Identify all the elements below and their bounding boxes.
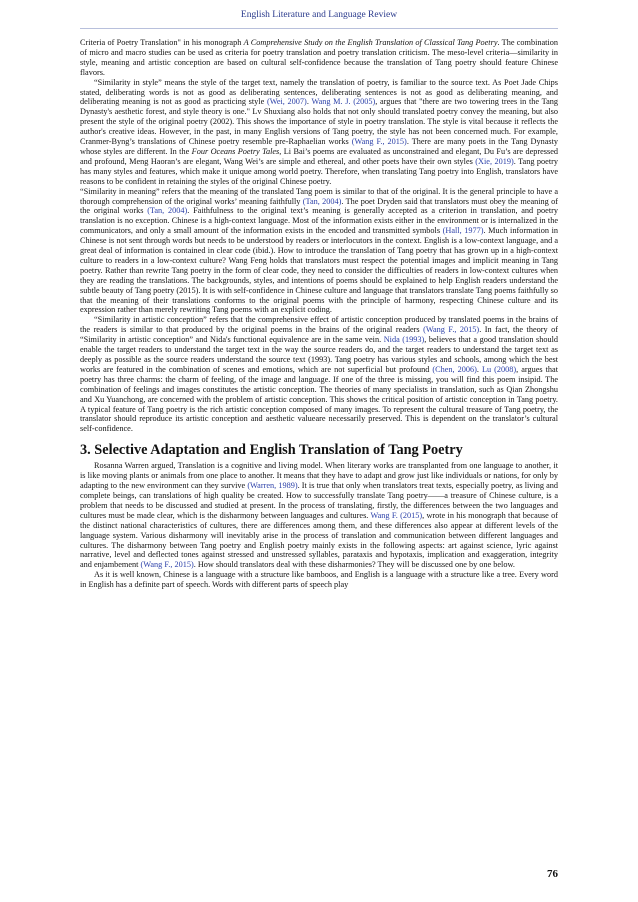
citation-link[interactable]: Wang F. (2015) bbox=[370, 510, 423, 520]
text-run: . There are many poets in the Tang Dynasty whose styles are different. In the bbox=[80, 137, 558, 156]
text-run: . How should translators deal with these disharmonies? They will be discussed one by one below. bbox=[193, 560, 515, 570]
journal-title: English Literature and Language Review bbox=[240, 10, 398, 20]
text-run: Rosanna Warren argued, Translation is a cognitive and living model. When literary works are transplanted from one language to another, it is like moving plants or animals from one place to another. It means that they have to adapt and grow just like individuals or nations, for only by adapting to the new environment can they survive bbox=[80, 461, 558, 491]
text-run: . The combination of micro and macro studies can be used as criteria for poetry translation and poetry translation criticism. The meso-level criteria—similarity in style, meaning and artistic conception are based on cultural self-confidence because the translation of Tang poetry should feature Chinese flavors. bbox=[80, 38, 559, 77]
text-run: , argues that poetry has three charms: the charm of feeling, of the image and language. If one of the three is missing, you will find this poem insipid. The combination of feelings and images constitutes the artistic conception. The theories of many specialists in translation, such as Qian Zhongshu and Xu Yuanchong, are concerned with the problem of artistic conception. This shows the critical position of artistic conception in Tang poetry. A typical feature of Tang poetry is the rich artistic conception composed of many images. To represent the cultural treasure of Tang poetry, the translator should reproduce its artistic conception and aesthetic valueare necessarily preserved. This is dependent on the translator’s cultural self-confidence. bbox=[80, 364, 558, 434]
citation-link[interactable]: (Tan, 2004) bbox=[147, 206, 188, 216]
text-run: , Li Bai’s poems are evaluated as unconstrained and elegant, Du Fu’s are depressed and profound, Meng Haoran’s are elegant, Wang Wei’s are simple and ethereal, and other poets have their own styles bbox=[80, 146, 558, 166]
citation-link[interactable]: (Wang F., 2015) bbox=[140, 560, 194, 570]
citation-link[interactable]: (Xie, 2019) bbox=[475, 156, 514, 166]
text-run: . Tang poetry has many styles and features, which make it unique among world poetry. Therefore, when translating Tang poetry into English, translators have reasons to be confident in retaining the styles of the original Chinese poetry. bbox=[80, 156, 558, 186]
citation-link[interactable]: (Hall, 1977) bbox=[442, 226, 484, 236]
body-paragraph bbox=[80, 570, 558, 590]
body-paragraph bbox=[80, 78, 558, 187]
text-run: , wrote in his monograph that because of the distinct national characteristics of cultures, there are differences among them, and these differences also appear at different levels of the language system. Various disharmony will inevitably arise in the process of translation and communication between different languages and cultures. The disharmony between Tang poetry and English poetry mainly exists in the following aspects: art against science, lyric against narrative, level and deflected tones against stressed and unstressed syllables, parataxis and hypotaxis, implication and exaggeration, integrity and enjambement bbox=[80, 510, 558, 570]
citation-link[interactable]: (Wang F., 2015) bbox=[423, 325, 480, 335]
text-run: “Similarity in artistic conception” refers that the comprehensive effect of artistic conception produced by translated poems in the brains of the readers is similar to that produced by the original poems in the brains of the original readers bbox=[80, 315, 558, 335]
text-run: . The poet Dryden said that translators must obey the meaning of the original works bbox=[80, 196, 558, 216]
text-run: . bbox=[476, 364, 482, 374]
text-run: , argues that "there are two towering trees in the Tang Dynasty's aesthetic forest, and style theory is one." Lv Shuxiang also holds that not only should translated poetry convey the meaning, but also present the style of the original poetry (2002). This shows the importance of style in poetry translation. The style is vital because it reflects the author's creative ideas. However, in the past, in many English versions of Tang poetry, the style has not been concerned much. For example, Cranmer-Byng’s translations of Chinese poetry resemble pre-Raphaelian works bbox=[80, 97, 558, 147]
text-run: . In fact, the theory of “Similarity in artistic conception” and Nida's functional equivalence are in the same vein. bbox=[80, 325, 558, 345]
header-rule bbox=[80, 28, 558, 29]
article-body bbox=[80, 38, 558, 590]
citation-link[interactable]: Wang M. J. (2005) bbox=[311, 97, 376, 107]
citation-link[interactable]: Nida (1993) bbox=[383, 335, 425, 345]
text-run: , believes that a good translation should enable the target readers to understand the target text in the way the source readers do, and the target readers to understand the target text as deeply as possible as the source readers understand the source text (1993). Tang poetry has various styles and schools, among which the best works are featured in the combination of scenes and emotions, which are not superficial but profound bbox=[80, 335, 558, 374]
section-heading: 3. Selective Adaptation and English Translation of Tang Poetry bbox=[80, 442, 463, 459]
running-header bbox=[0, 0, 638, 30]
citation-link[interactable]: Lu (2008) bbox=[481, 364, 517, 374]
citation-link[interactable]: (Warren, 1989) bbox=[247, 481, 298, 491]
italic-title: Four Oceans Poetry Tales bbox=[191, 146, 280, 156]
citation-link[interactable]: (Wei, 2007) bbox=[266, 97, 307, 107]
body-paragraph bbox=[80, 461, 558, 570]
body-paragraph bbox=[80, 38, 558, 78]
text-run: As it is well known, Chinese is a language with a structure like bamboos, and English is a language with a structure like a tree. Every word in English has a definite part of speech. Words with different parts of speech play bbox=[80, 570, 558, 590]
text-run: “Similarity in style” means the style of the target text, namely the translation of poetry, is familiar to the source text. As Poet Jade Chips stated, deliberating words is not as good as deliberating sentences, deliberating sentences is not as good as deliberating meaning, and deliberating meaning is not as good as practicing style bbox=[80, 77, 558, 107]
italic-title: A Comprehensive Study on the English Translation of Classical Tang Poetry bbox=[243, 38, 498, 47]
text-run: . It is true that only when translators treat texts, especially poetry, as living and complete beings, can translations of high quality be created. How to successfully translate Tang poetry——a treasure of Chinese culture, is a problem that needs to be discussed and studied at present. In the process of translating, firstly, the differences between the two languages and cultures must be made clear, which is the disharmony between languages and cultures. bbox=[80, 481, 558, 520]
paragraph-list bbox=[80, 38, 558, 434]
citation-link[interactable]: (Chen, 2006) bbox=[432, 364, 477, 374]
section-paragraph-list bbox=[80, 461, 558, 590]
text-run: . Much information in Chinese is not sent through words but needs to be understood by readers or interlocutors in the context. English is a low-context language, and a great deal of information is contained in clear code (ibid.). How to introduce the translation of Tang poetry that has grown up in a high-context culture to readers in a low-context culture? Wang Feng holds that translators must respect the potential images and implicit meaning in Tang poetry. Rather than rewrite Tang poetry in the form of clear code, they need to consider the difficulties of readers in low-context cultures when they are reading the translations. The backgrounds, styles, and intentions of poems should be explained to help English readers understand the subtle beauty of Tang poetry (2015). It is with self-confidence in Chinese culture and language that translators translate Tang poems faithfully so that the meaning of their translations conforms to the original poems with the principle of harmony, respecting Chinese culture and its expression rather than merely rewriting Tang poems with an explicit coding. bbox=[80, 226, 558, 315]
page-number: 76 bbox=[547, 868, 558, 880]
text-run: . Faithfulness to the original text’s meaning is generally accepted as a criterion in translation, and poetry translation is no exception. Chinese is a high-context language. Most of the information exists either in the environment or is internalized in the communicators, and only a small amount of the information exists in the encoded and transmitted symbols bbox=[80, 206, 559, 236]
text-run: Criteria of Poetry Translation" in his monograph bbox=[80, 38, 244, 47]
body-paragraph bbox=[80, 187, 558, 316]
text-run: . bbox=[306, 97, 312, 107]
citation-link[interactable]: (Tan, 2004) bbox=[302, 196, 342, 206]
body-paragraph bbox=[80, 315, 558, 434]
text-run: “Similarity in meaning” refers that the meaning of the translated Tang poem is similar to that of the original. It is the general principle to have a thorough comprehension of the original works’ meaning faithfully bbox=[80, 186, 558, 206]
citation-link[interactable]: (Wang F., 2015) bbox=[351, 137, 407, 147]
